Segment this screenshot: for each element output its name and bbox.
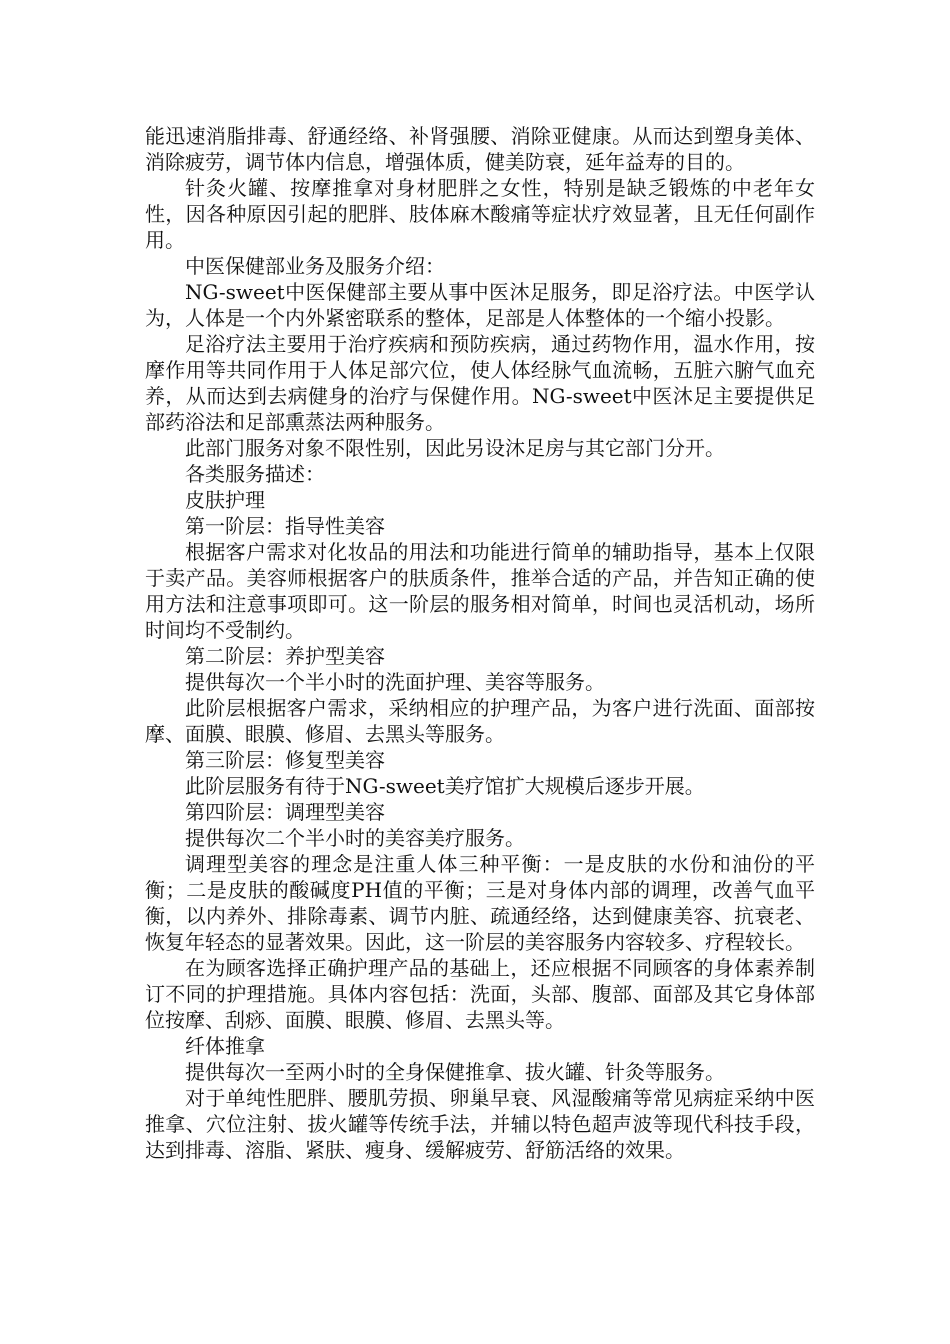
subsection-heading: 第一阶层：指导性美容 <box>185 514 385 538</box>
paragraph: 此阶层服务有待于NG-sweet美疗馆扩大规模后逐步开展。 <box>185 774 705 798</box>
subsection-heading: 第二阶层：养护型美容 <box>185 644 385 668</box>
paragraph: 根据客户需求对化妆品的用法和功能进行简单的辅助指导，基本上仅限于卖产品。美容师根据客户的肤质条件，推举合适的产品，并告知正确的使用方法和注意事项即可。这一阶层的服务相对简单，时间也灵活机动，场所时间均不受制约。 <box>145 540 815 642</box>
paragraph: 对于单纯性肥胖、腰肌劳损、卵巢早衰、风湿酸痛等常见病症采纳中医推拿、穴位注射、拔火罐等传统手法，并辅以特色超声波等现代科技手段，达到排毒、溶脂、紧肤、瘦身、缓解疲劳、舒筋活络的效果。 <box>145 1086 815 1162</box>
section-heading: 皮肤护理 <box>185 488 265 512</box>
subsection-heading: 第四阶层：调理型美容 <box>185 800 385 824</box>
paragraph: 在为顾客选择正确护理产品的基础上，还应根据不同顾客的身体素养制订不同的护理措施。具体内容包括：洗面，头部、腹部、面部及其它身体部位按摩、刮痧、面膜、眼膜、修眉、去黑头等。 <box>145 956 815 1032</box>
paragraph: 提供每次一个半小时的洗面护理、美容等服务。 <box>185 670 605 694</box>
paragraph: 提供每次一至两小时的全身保健推拿、拔火罐、针灸等服务。 <box>185 1060 725 1084</box>
paragraph: 能迅速消脂排毒、舒通经络、补肾强腰、消除亚健康。从而达到塑身美体、消除疲劳，调节体内信息，增强体质，健美防衰，延年益寿的目的。 <box>145 124 815 174</box>
paragraph: 提供每次二个半小时的美容美疗服务。 <box>185 826 525 850</box>
paragraph: 足浴疗法主要用于治疗疾病和预防疾病，通过药物作用，温水作用，按摩作用等共同作用于人体足部穴位，使人体经脉气血流畅，五脏六腑气血充养，从而达到去病健身的治疗与保健作用。NG-sweet中医沐足主要提供足部药浴法和足部熏蒸法两种服务。 <box>145 332 815 434</box>
paragraph: 此部门服务对象不限性别，因此另设沐足房与其它部门分开。 <box>185 436 725 460</box>
section-heading: 各类服务描述： <box>185 462 325 486</box>
document-body <box>145 123 815 1163</box>
paragraph: 此阶层根据客户需求，采纳相应的护理产品，为客户进行洗面、面部按摩、面膜、眼膜、修眉、去黑头等服务。 <box>145 696 815 746</box>
paragraph: NG-sweet中医保健部主要从事中医沐足服务，即足浴疗法。中医学认为，人体是一个内外紧密联系的整体，足部是人体整体的一个缩小投影。 <box>145 280 815 330</box>
section-heading: 中医保健部业务及服务介绍： <box>185 254 445 278</box>
subsection-heading: 第三阶层：修复型美容 <box>185 748 385 772</box>
section-heading: 纤体推拿 <box>185 1034 265 1058</box>
paragraph: 针灸火罐、按摩推拿对身材肥胖之女性，特别是缺乏锻炼的中老年女性，因各种原因引起的肥胖、肢体麻木酸痛等症状疗效显著，且无任何副作用。 <box>145 176 815 252</box>
paragraph: 调理型美容的理念是注重人体三种平衡：一是皮肤的水份和油份的平衡；二是皮肤的酸碱度PH值的平衡；三是对身体内部的调理，改善气血平衡，以内养外、排除毒素、调节内脏、疏通经络，达到健康美容、抗衰老、恢复年轻态的显著效果。因此，这一阶层的美容服务内容较多、疗程较长。 <box>145 852 815 954</box>
